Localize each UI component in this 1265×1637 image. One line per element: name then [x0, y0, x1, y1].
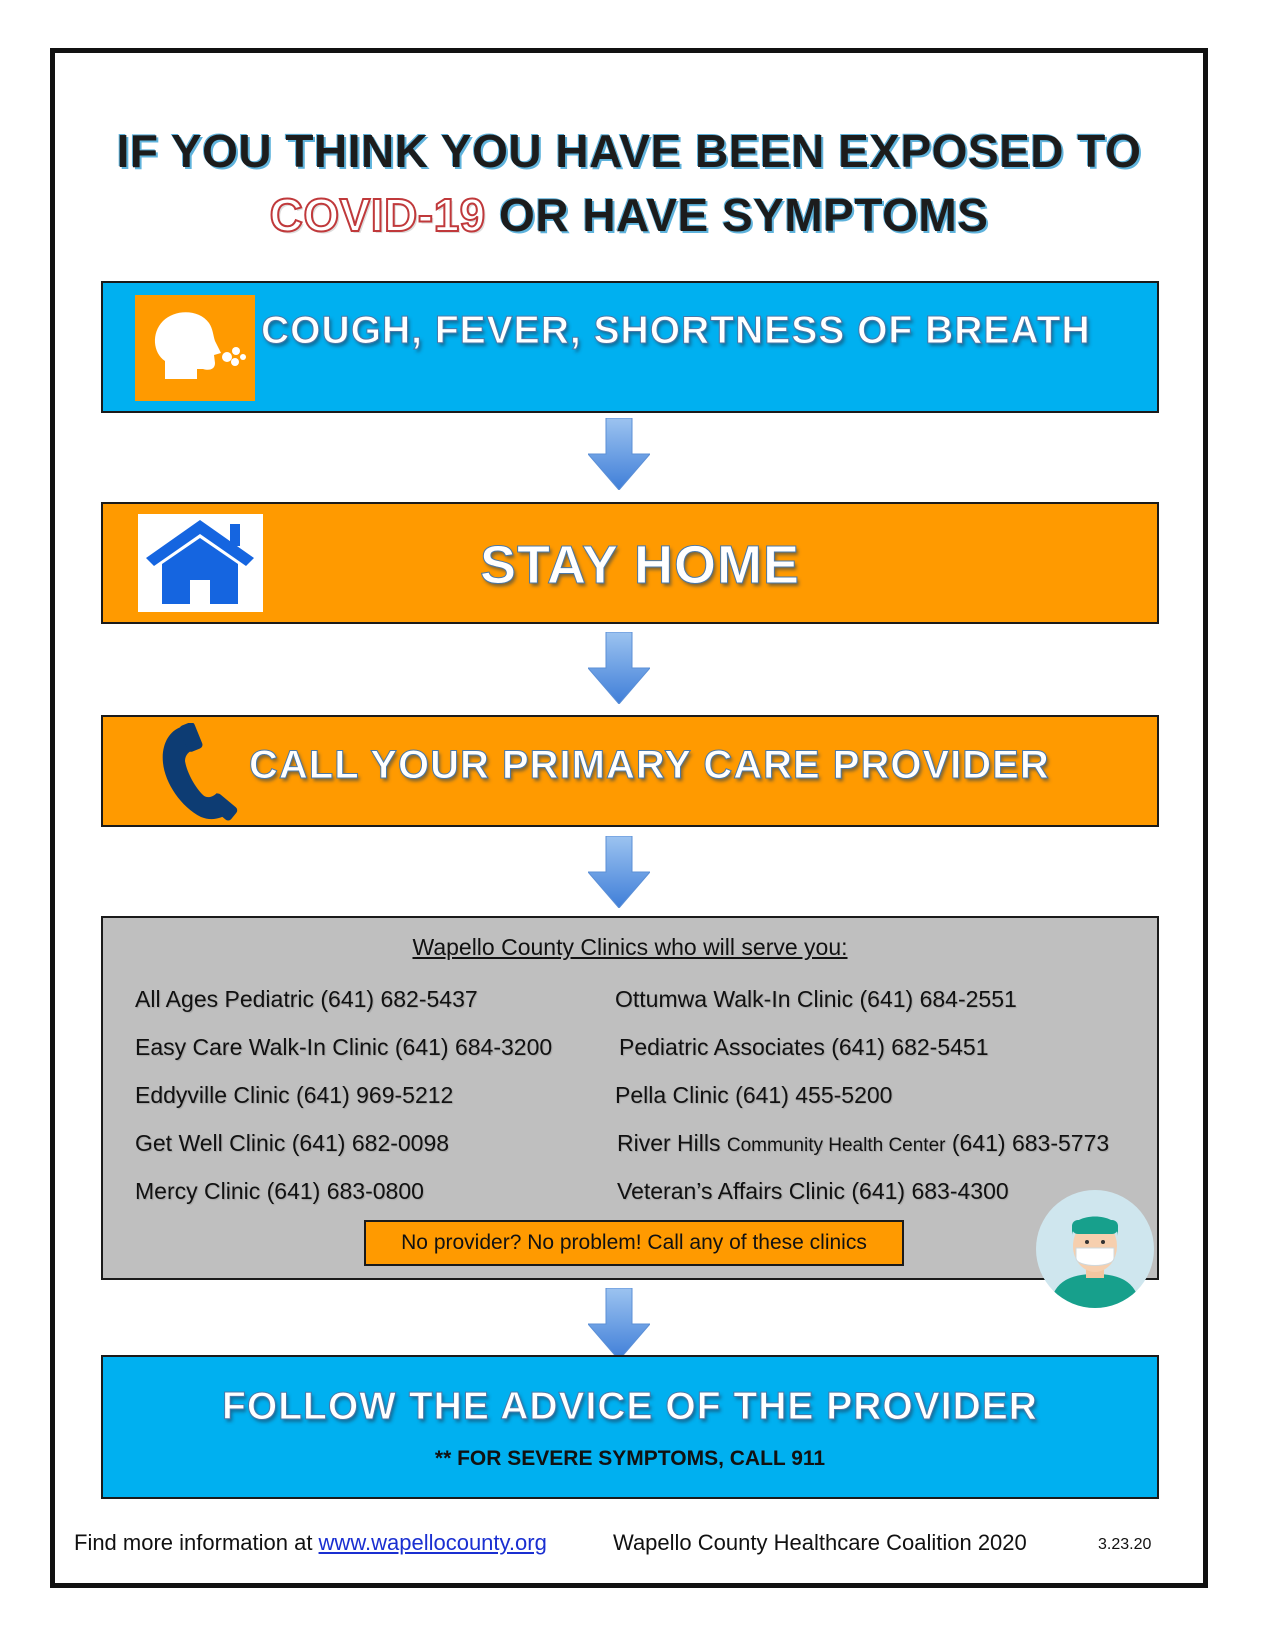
- call-provider-band: [101, 715, 1159, 827]
- doctor-icon: [1036, 1190, 1154, 1308]
- down-arrow-icon: [588, 1288, 650, 1360]
- footer-date: 3.23.20: [1098, 1536, 1152, 1553]
- down-arrow-icon: [588, 632, 650, 704]
- river-hills-subtitle: Community Health Center: [726, 1135, 946, 1156]
- headline-line-2: [50, 188, 1208, 242]
- clinics-panel: [101, 916, 1159, 1280]
- clinic-item: Easy Care Walk-In Clinic (641) 684-3200: [135, 1034, 553, 1060]
- down-arrow-icon: [588, 836, 650, 908]
- stay-home-band: [101, 502, 1159, 624]
- clinic-item: Veteran’s Affairs Clinic (641) 683-4300: [617, 1178, 1009, 1204]
- headline-text-1: IF YOU THINK YOU HAVE BEEN EXPOSED TO: [116, 125, 1142, 177]
- coughing-head-icon: [135, 295, 255, 401]
- clinic-item: Mercy Clinic (641) 683-0800: [135, 1178, 424, 1204]
- county-website-link[interactable]: www.wapellocounty.org: [318, 1530, 547, 1555]
- river-hills-phone: (641) 683-5773: [945, 1130, 1110, 1156]
- clinic-item: Get Well Clinic (641) 682-0098: [135, 1130, 450, 1156]
- headline-text-2: OR HAVE SYMPTOMS: [485, 189, 989, 241]
- phone-icon: [159, 723, 239, 823]
- footer-coalition: Wapello County Healthcare Coalition 2020: [613, 1530, 1027, 1555]
- down-arrow-icon: [588, 418, 650, 490]
- covid-word: COVID-19: [269, 189, 486, 241]
- follow-advice-label: FOLLOW THE ADVICE OF THE PROVIDER: [222, 1385, 1038, 1428]
- headline-line-1: [50, 124, 1208, 178]
- clinic-item: Ottumwa Walk-In Clinic (641) 684-2551: [615, 986, 1017, 1012]
- severe-symptoms-note: ** FOR SEVERE SYMPTOMS, CALL 911: [434, 1447, 826, 1470]
- call-provider-label: CALL YOUR PRIMARY CARE PROVIDER: [249, 743, 1050, 787]
- footer-info-prefix: Find more information at: [74, 1530, 319, 1555]
- symptoms-band: [101, 281, 1159, 413]
- no-provider-note: No provider? No problem! Call any of these clinics: [364, 1220, 904, 1266]
- stay-home-label: STAY HOME: [479, 535, 801, 595]
- symptoms-label: COUGH, FEVER, SHORTNESS OF BREATH: [261, 309, 1091, 352]
- clinics-title: Wapello County Clinics who will serve you:: [412, 934, 848, 960]
- clinic-item: Pella Clinic (641) 455-5200: [615, 1082, 893, 1108]
- river-hills-name: River Hills: [617, 1130, 727, 1156]
- clinic-item-river-hills: [617, 1130, 1109, 1157]
- clinic-item: Eddyville Clinic (641) 969-5212: [135, 1082, 454, 1108]
- clinic-item: Pediatric Associates (641) 682-5451: [619, 1034, 989, 1060]
- follow-advice-band: [101, 1355, 1159, 1499]
- footer-info: [74, 1530, 547, 1556]
- clinic-item: All Ages Pediatric (641) 682-5437: [135, 986, 478, 1012]
